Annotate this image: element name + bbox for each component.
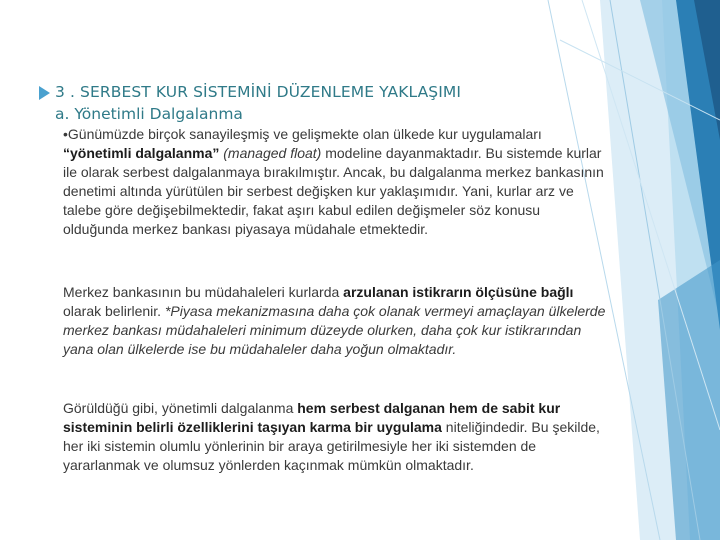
- paragraph-2-bold-term: arzulanan istikrarın ölçüsüne bağlı: [343, 284, 574, 300]
- paragraph-1-italic-term: (managed float): [223, 145, 322, 161]
- slide-title: 3 . SERBEST KUR SİSTEMİNİ DÜZENLEME YAKLAŞIMI: [55, 83, 462, 101]
- paragraph-1: [63, 125, 608, 239]
- play-arrow-icon: [39, 86, 50, 100]
- paragraph-2-text-a: Merkez bankasının bu müdahaleleri kurlarda: [63, 284, 344, 300]
- paragraph-3-text-a: Görüldüğü gibi, yönetimli dalgalanma: [63, 400, 298, 416]
- paragraph-3-text-b: niteliğindedir. Bu şekilde, her iki sistemin olumlu yönlerinin bir araya getirilmesiyle her iki sistemden de yararlanmak ve olumsuz yönlerden kaçınmak mümkün olmaktadır.: [63, 419, 600, 473]
- paragraph-2-text-b: olarak belirlenir.: [63, 303, 165, 319]
- paragraph-3-bold-term: hem serbest dalganan hem de sabit kur sisteminin belirli özelliklerini taşıyan karma bir uygulama: [63, 400, 561, 435]
- slide-subtitle: a. Yönetimli Dalgalanma: [55, 105, 243, 123]
- paragraph-2: [63, 283, 608, 359]
- bullet-marker: •: [63, 126, 68, 142]
- paragraph-2-italic-text: *Piyasa mekanizmasına daha çok olanak vermeyi amaçlayan ülkelerde merkez bankası müdahaleleri minimum düzeyde olurken, daha çok kur istikrarından yana olan ülkelerde ise bu müdahaleler daha yoğun olmaktadır.: [63, 303, 606, 357]
- paragraph-1-text-b: modeline dayanmaktadır. Bu sistemde kurlar ile olarak serbest dalgalanmaya bırakılmıştır. Ancak, bu dalgalanma merkez bankasının denetimi altında yürütülen bir serbest değişken kur yaklaşımıdır. Yani, kurlar arz ve talebe göre değişebilmektedir, fakat aşırı kabul edilen değişmeler söz konusu olduğunda merkez bankası piyasaya müdahale etmektedir.: [63, 145, 604, 237]
- paragraph-1-bold-term: “yönetimli dalgalanma”: [63, 145, 220, 161]
- paragraph-3: [63, 399, 608, 475]
- paragraph-1-text-a: Günümüzde birçok sanayileşmiş ve gelişmekte olan ülkede kur uygulamaları: [67, 126, 542, 142]
